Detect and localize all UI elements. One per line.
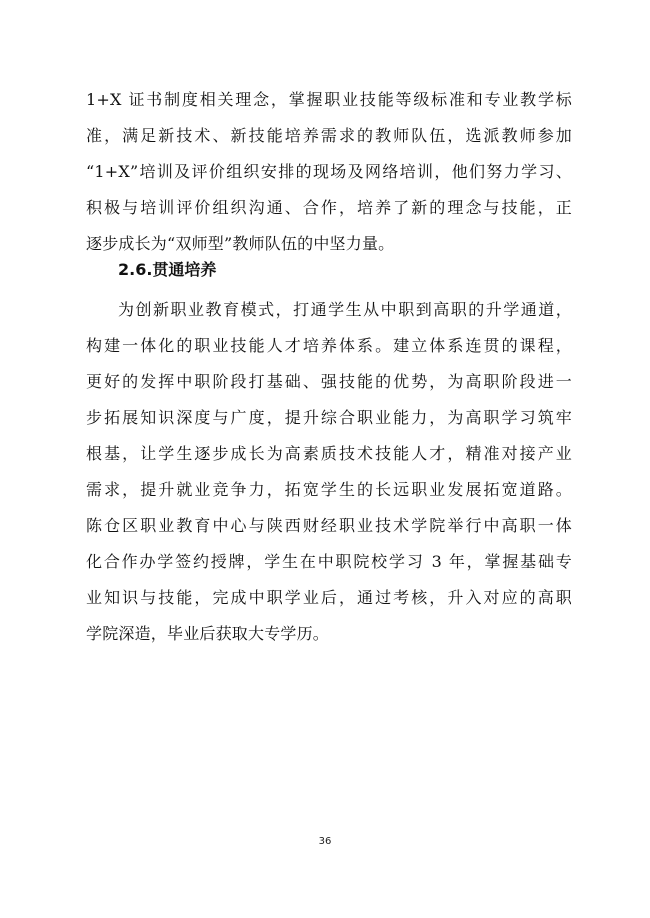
text-line: 为创新职业教育模式，打通学生从中职到高职的升学通道， xyxy=(118,300,572,319)
text-line: 步拓展知识深度与广度，提升综合职业能力，为高职学习筑牢 xyxy=(86,408,572,427)
text-line: 学院深造，毕业后获取大专学历。 xyxy=(86,624,330,643)
text-line: 更好的发挥中职阶段打基础、强技能的优势，为高职阶段进一 xyxy=(86,372,572,391)
text-line: 根基，让学生逐步成长为高素质技术技能人才，精准对接产业 xyxy=(86,444,572,463)
page-number: 36 xyxy=(318,836,332,847)
text-line: 业知识与技能，完成中职学业后，通过考核，升入对应的高职 xyxy=(86,588,572,607)
text-line: 积极与培训评价组织沟通、合作，培养了新的理念与技能，正 xyxy=(86,198,572,217)
section-heading: 2.6.贯通培养 xyxy=(118,260,217,279)
text-line: “1+X”培训及评价组织安排的现场及网络培训，他们努力学习、 xyxy=(86,162,572,181)
paragraph-teacher-training xyxy=(86,82,572,262)
text-line: 逐步成长为“双师型”教师队伍的中坚力量。 xyxy=(86,234,395,253)
text-line: 构建一体化的职业技能人才培养体系。建立体系连贯的课程， xyxy=(86,336,572,355)
text-line: 化合作办学签约授牌，学生在中职院校学习 3 年，掌握基础专 xyxy=(86,552,572,571)
text-line: 准，满足新技术、新技能培养需求的教师队伍，选派教师参加 xyxy=(86,126,572,145)
text-line: 1+X 证书制度相关理念，掌握职业技能等级标准和专业教学标 xyxy=(86,90,572,109)
text-line: 需求，提升就业竞争力，拓宽学生的长远职业发展拓宽道路。 xyxy=(86,480,572,499)
paragraph-integrated-training xyxy=(86,292,572,652)
text-line: 陈仓区职业教育中心与陕西财经职业技术学院举行中高职一体 xyxy=(86,516,572,535)
